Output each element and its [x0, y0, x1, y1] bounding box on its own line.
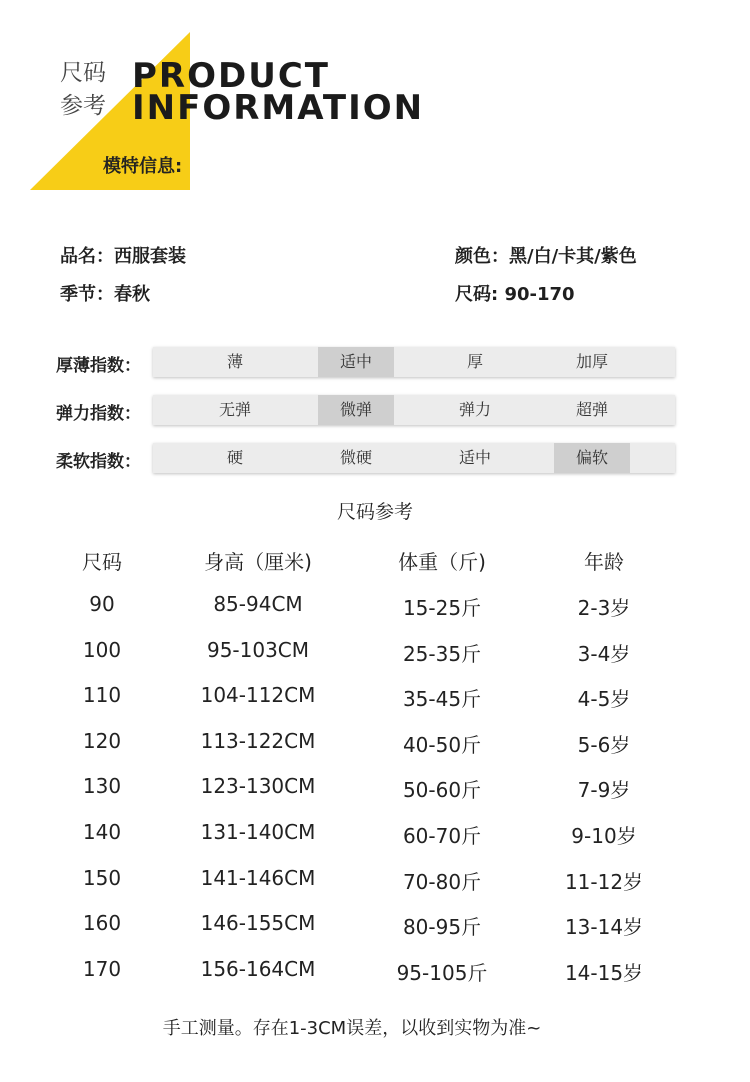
table-cell: 104-112CM: [200, 683, 316, 707]
table-cell: 110: [82, 683, 122, 707]
table-cell: 141-146CM: [200, 866, 316, 890]
index-label: 柔软指数：: [56, 452, 141, 472]
table-cell: 130: [82, 774, 122, 798]
index-option: 硬: [226, 448, 243, 467]
index-option-selected: 适中: [318, 347, 394, 377]
table-cell: 4-5岁: [577, 687, 631, 711]
table-cell: 40-50斤: [402, 733, 482, 757]
index-option: 加厚: [575, 352, 608, 371]
product-color: 颜色：黑/白/卡其/紫色: [455, 246, 637, 267]
index-option: 无弹: [218, 400, 251, 419]
table-cell: 13-14岁: [564, 915, 644, 939]
header-en-line2: INFORMATION: [132, 88, 425, 128]
index-label: 厚薄指数：: [56, 356, 141, 376]
header-en-line1: PRODUCT: [132, 56, 330, 96]
table-cell: 11-12岁: [564, 870, 644, 894]
index-option: 弹力: [458, 400, 491, 419]
table-cell: 60-70斤: [402, 824, 482, 848]
table-cell: 50-60斤: [402, 778, 482, 802]
index-bar: [153, 395, 675, 425]
index-option-selected: 微弹: [318, 395, 394, 425]
table-cell: 123-130CM: [200, 774, 316, 798]
table-cell: 25-35斤: [402, 642, 482, 666]
table-header-cell: 体重（斤): [398, 550, 486, 574]
table-cell: 9-10岁: [571, 824, 637, 848]
table-cell: 85-94CM: [213, 592, 303, 616]
table-cell: 70-80斤: [402, 870, 482, 894]
index-option: 适中: [458, 448, 491, 467]
table-cell: 170: [82, 957, 122, 981]
index-option-selected: 偏软: [554, 443, 630, 473]
table-cell: 100: [82, 638, 122, 662]
table-cell: 3-4岁: [577, 642, 631, 666]
product-season: 季节：春秋: [60, 284, 150, 305]
table-header-cell: 年龄: [584, 550, 624, 574]
product-size-range: 尺码: 90-170: [455, 284, 575, 305]
table-cell: 146-155CM: [200, 911, 316, 935]
table-cell: 5-6岁: [577, 733, 631, 757]
model-info-label: 模特信息:: [103, 156, 183, 177]
table-cell: 2-3岁: [577, 596, 631, 620]
header-zh-line2: 参考: [60, 93, 106, 119]
table-cell: 90: [89, 592, 115, 616]
index-option: 薄: [226, 352, 243, 371]
index-label: 弹力指数：: [56, 404, 141, 424]
index-option: 厚: [466, 352, 483, 371]
table-header-cell: 尺码: [82, 550, 122, 574]
table-cell: 140: [82, 820, 122, 844]
table-cell: 15-25斤: [402, 596, 482, 620]
table-cell: 80-95斤: [402, 915, 482, 939]
header-zh-line1: 尺码: [60, 60, 106, 86]
table-cell: 150: [82, 866, 122, 890]
table-cell: 7-9岁: [577, 778, 631, 802]
table-cell: 156-164CM: [200, 957, 316, 981]
table-cell: 160: [82, 911, 122, 935]
index-bar: [153, 443, 675, 473]
table-cell: 113-122CM: [200, 729, 316, 753]
table-cell: 131-140CM: [200, 820, 316, 844]
index-option: 超弹: [575, 400, 608, 419]
index-bar: [153, 347, 675, 377]
table-cell: 95-105斤: [396, 961, 488, 985]
table-cell: 120: [82, 729, 122, 753]
table-cell: 14-15岁: [564, 961, 644, 985]
table-header-cell: 身高（厘米): [204, 550, 312, 574]
measurement-note: 手工测量。存在1-3CM误差，以收到实物为准~: [162, 1018, 542, 1039]
table-cell: 95-103CM: [206, 638, 310, 662]
index-option: 微硬: [339, 448, 372, 467]
size-table-title: 尺码参考: [336, 501, 413, 523]
product-name: 品名：西服套装: [60, 246, 186, 267]
table-cell: 35-45斤: [402, 687, 482, 711]
